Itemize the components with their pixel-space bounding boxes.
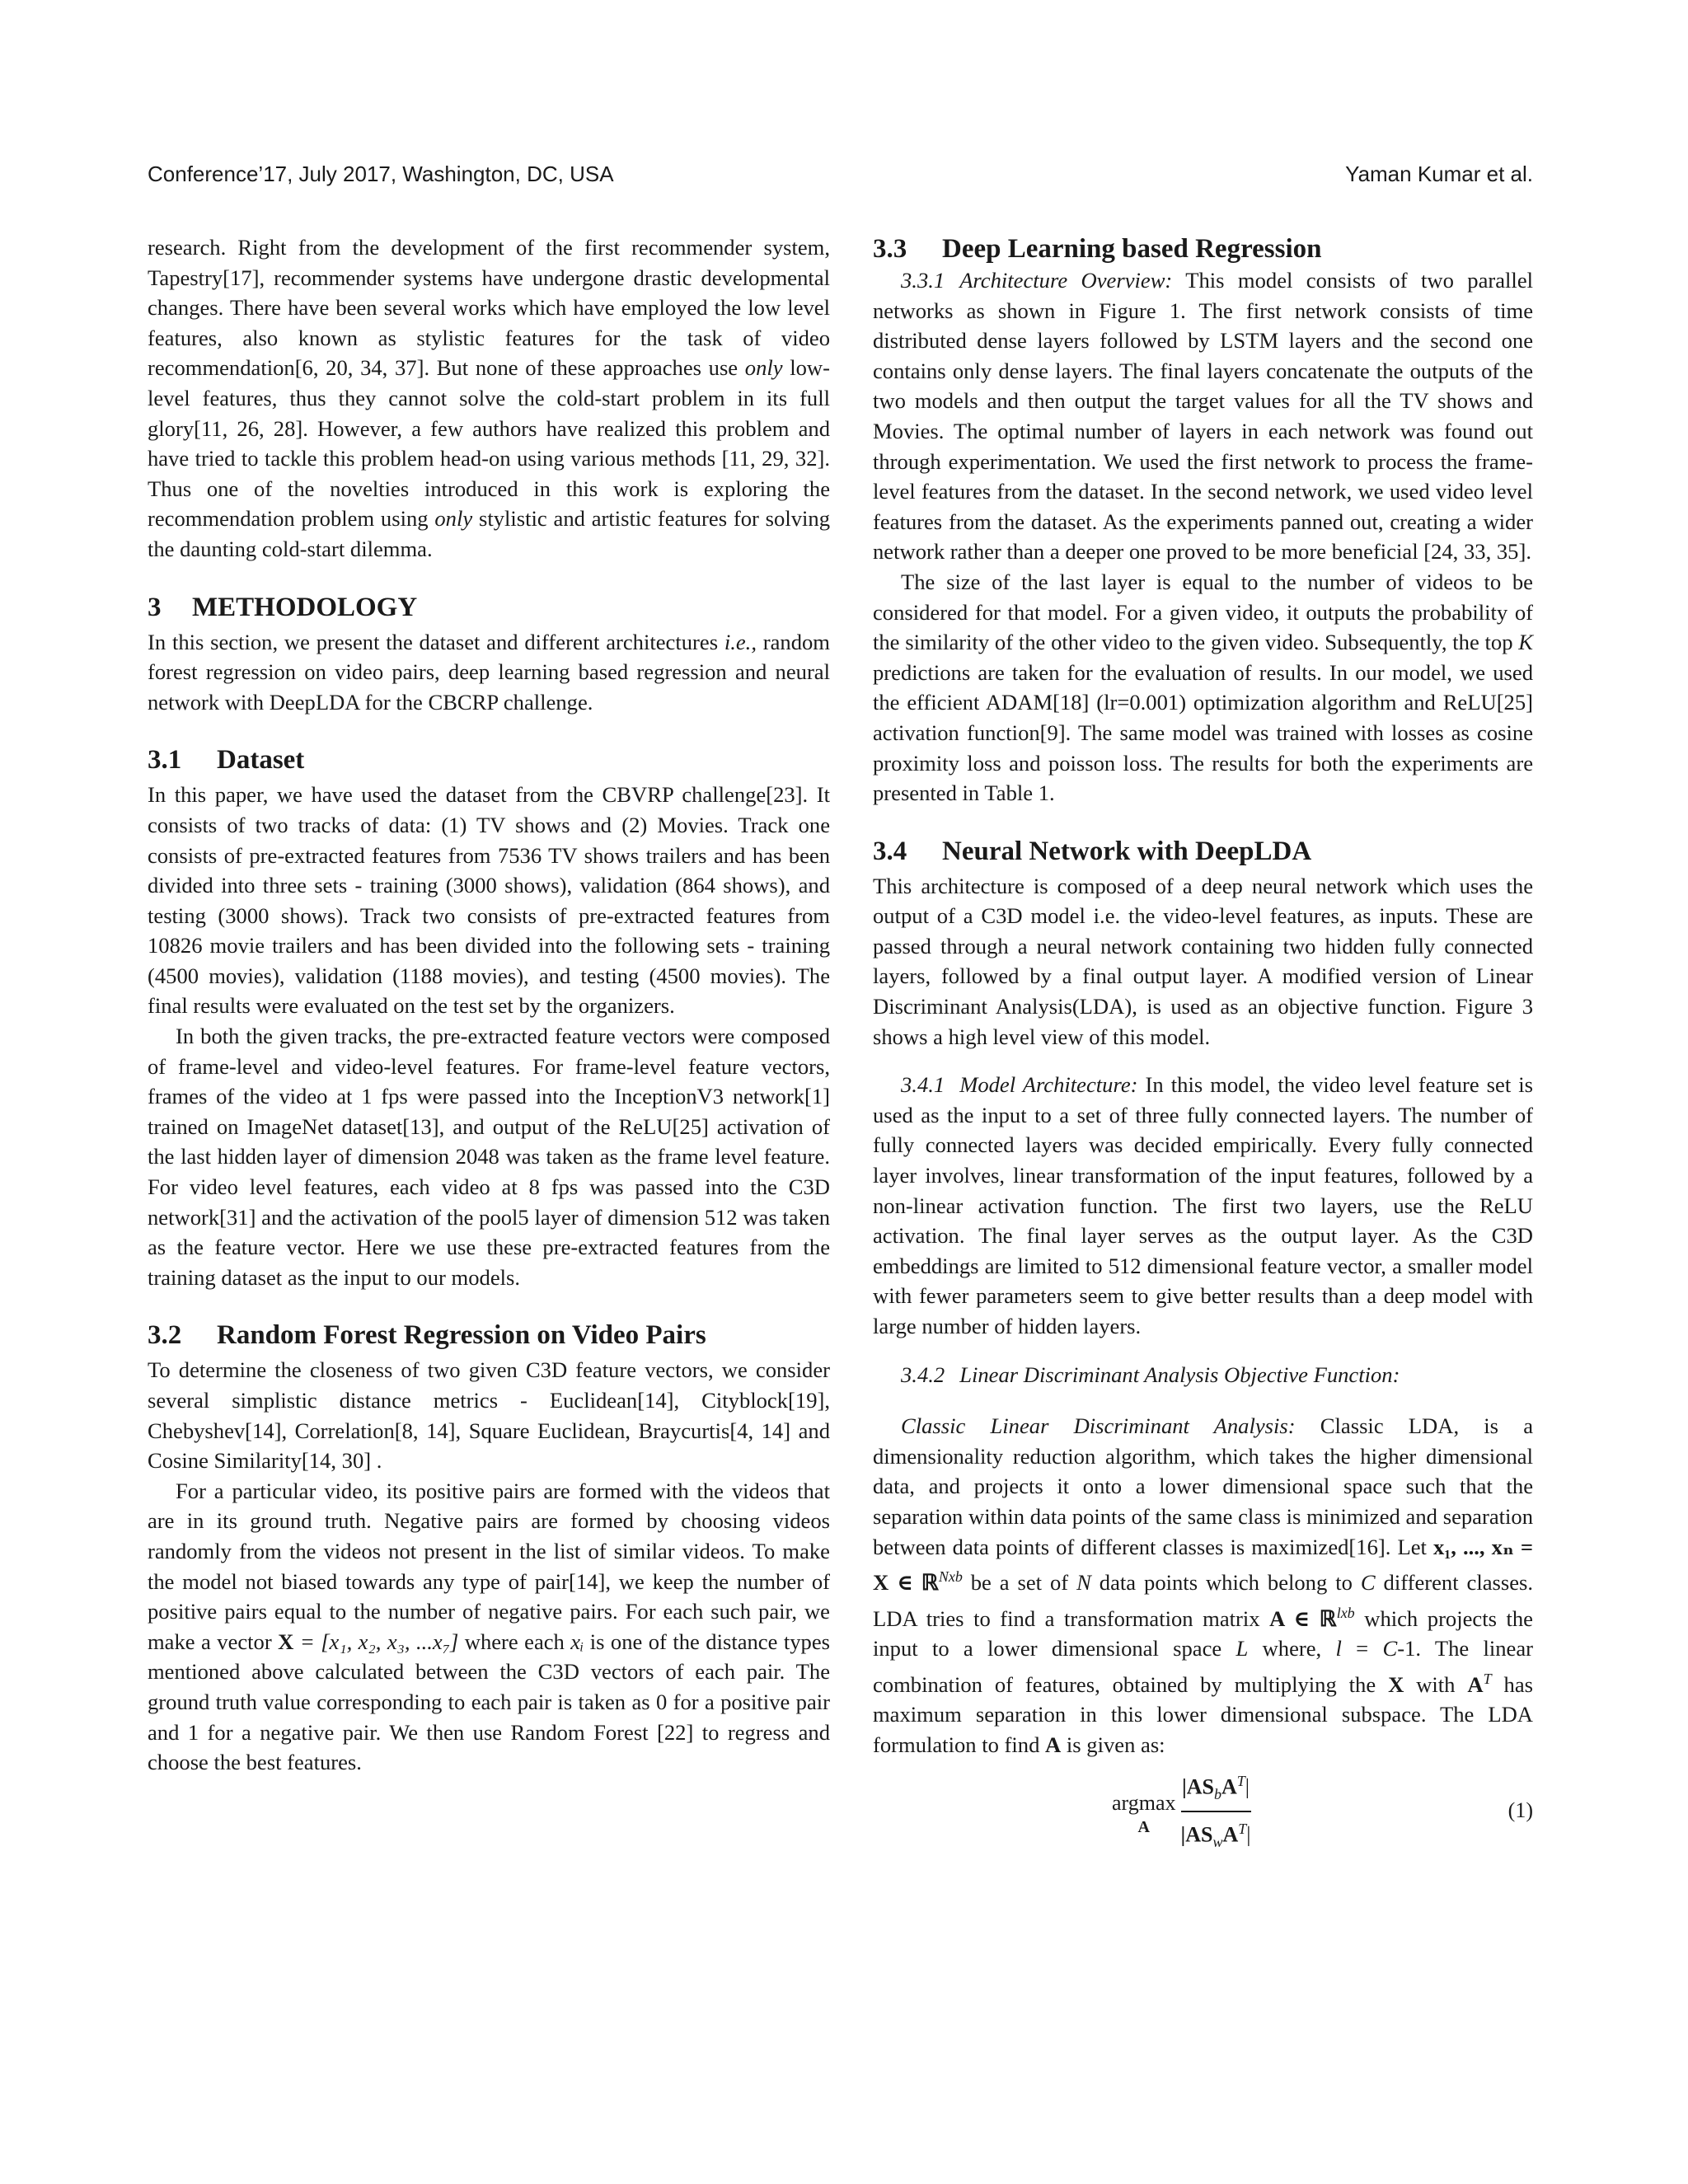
section-3-4-heading: 3.4 Neural Network with DeepLDA (873, 836, 1312, 866)
right-column (873, 232, 1533, 1849)
equation-argmax: argmax A (1112, 1791, 1176, 1836)
architecture-overview-paragraph-2: The size of the last layer is equal to the number of videos to be considered for that model. For a given video, it outputs the probability of the similarity of the other video to the given video. Subsequently, the top K predictions are taken for the evaluation of results. In our model, we used the efficient ADAM[18] (lr=0.001) optimization algorithm and ReLU[25] activation function[9]. The same model was trained with losses as cosine proximity loss and poisson loss. The results for both the experiments are presented in Table 1. (873, 569, 1533, 806)
section-3-3-heading: 3.3 Deep Learning based Regression (873, 234, 1322, 264)
equation-denominator: $|AS_wA^T|$ (1180, 1821, 1251, 1851)
section-3-1-heading: 3.1 Dataset (148, 745, 305, 776)
intro-paragraph: research. Right from the development of the first recommender system, Tapestry[17], recommender systems have undergone drastic developmental changes. There have been several works which have employed the low level features, also known as stylistic features for the task of video recommendation[6, 20, 34, 37]. But none of these approaches use only low-level features, thus they cannot solve the cold-start problem in its full glory[11, 26, 28]. However, a few authors have realized this problem and have tried to tackle this problem head-on using various methods [11, 29, 32]. Thus one of the novelties introduced in this work is exploring the recommendation problem using only stylistic and artistic features for solving the daunting cold-start dilemma. (148, 235, 830, 561)
lda-equation (873, 1774, 1533, 1849)
classic-lda-paragraph: Classic Linear Discriminant Analysis: Classic LDA, is a dimensionality reduction algorithm, which takes the higher dimensional data, and projects it onto a lower dimensional space such that the separation within data points of the same class is minimized and separation between data points of different classes is maximized[16]. Let x₁, ..., xₙ = X ∈ ℝ$^{Nxb}$ be a set of N data points which belong to C different classes. LDA tries to find a transformation matrix A ∈ ℝ$^{lxb}$ which projects the input to a lower dimensional space L where, l = C-1. The linear combination of features, obtained by multiplying the X with $A^T$ has maximum separation in this lower dimensional subspace. The LDA formulation to find A is given as: (873, 1413, 1534, 1757)
section-3-intro: In this section, we present the dataset and different architectures i.e., random forest regression on video pairs, deep learning based regression and neural network with DeepLDA for the CBCRP challenge. (148, 629, 830, 715)
random-forest-paragraph-2: For a particular video, its positive pairs are formed with the videos that are in its ground truth. Negative pairs are formed by choosing videos randomly from the videos not present in the list of similar videos. To make the model not biased towards any type of pair[14], we keep the number of positive pairs equal to the number of negative pairs. For each such pair, we make a vector X = [x₁, x₂, x₃, ...x₇] where each xᵢ is one of the distance types mentioned above calculated between the C3D vectors of each pair. The ground truth value corresponding to each pair is taken as 0 for a positive pair and 1 for a negative pair. We then use Random Forest [22] to regress and choose the best features. (148, 1478, 830, 1775)
left-column (148, 232, 830, 1778)
dataset-paragraph-2: In both the given tracks, the pre-extracted feature vectors were composed of frame-level and video-level features. For frame-level feature vectors, frames of the video at 1 fps were passed into the InceptionV3 network[1] trained on ImageNet dataset[13], and output of the ReLU[25] activation of the last hidden layer of dimension 2048 was taken as the frame level feature. For video level features, each video at 8 fps was passed into the C3D network[31] and the activation of the pool5 layer of dimension 512 was taken as the feature vector. Here we use these pre-extracted features from the training dataset as the input to our models. (148, 1024, 830, 1290)
equation-numerator: $|AS_bA^T|$ (1182, 1772, 1250, 1802)
model-architecture-paragraph: 3.4.1 Model Architecture: In this model, the video level feature set is used as the input to a set of three fully connected layers. The number of fully connected layers was decided empirically. Every fully connected layer involves, linear transformation of the input features, followed by a non-linear activation function. The first two layers, use the ReLU activation. The final layer serves as the output layer. As the C3D embeddings are limited to 512 dimensional feature vector, a smaller model with fewer parameters seem to give better results than a deep model with large number of hidden layers. (873, 1072, 1534, 1338)
header-conference: Conference’17, July 2017, Washington, DC, USA (148, 162, 614, 186)
section-3-2-heading: 3.2 Random Forest Regression on Video Pairs (148, 1320, 706, 1351)
random-forest-paragraph-1: To determine the closeness of two given C3D feature vectors, we consider several simplistic distance metrics - Euclidean[14], Cityblock[19], Chebyshev[14], Correlation[8, 14], Square Euclidean, Braycurtis[4, 14] and Cosine Similarity[14, 30] . (148, 1357, 830, 1474)
lda-objective-heading: 3.4.2 Linear Discriminant Analysis Objective Function: (901, 1361, 1400, 1387)
header-authors: Yaman Kumar et al. (1345, 162, 1533, 186)
equation-number: (1) (1507, 1798, 1533, 1823)
deeplda-paragraph: This architecture is composed of a deep neural network which uses the output of a C3D model i.e. the video-level features, as inputs. These are passed through a neural network containing two hidden fully connected layers, followed by a final output layer. A modified version of Linear Discriminant Analysis(LDA), is used as an objective function. Figure 3 shows a high level view of this model. (873, 873, 1533, 1049)
running-header (148, 162, 1533, 191)
fraction-bar (1181, 1811, 1251, 1812)
dataset-paragraph-1: In this paper, we have used the dataset from the CBVRP challenge[23]. It consists of two tracks of data: (1) TV shows and (2) Movies. Track one consists of pre-extracted features from 7536 TV shows trailers and has been divided into three sets - training (3000 shows), validation (864 shows), and testing (3000 shows). Track two consists of pre-extracted features from 10826 movie trailers and has been divided into the following sets - training (4500 movies), validation (1188 movies), and testing (4500 movies). The final results were evaluated on the test set by the organizers. (148, 782, 830, 1019)
equation-fraction (1181, 1766, 1251, 1858)
architecture-overview-paragraph-1: 3.3.1 Architecture Overview: This model consists of two parallel networks as shown in Figure 1. The first network consists of time distributed dense layers followed by LSTM layers and the second one contains only dense layers. The final layers concatenate the outputs of the two models and then output the target values for all the TV shows and Movies. The optimal number of layers in each network was found out through experimentation. We used the first network to process the frame-level features from the dataset. In the second network, we used video level features from the dataset. As the experiments panned out, creating a wider network rather than a deeper one proved to be more beneficial [24, 33, 35]. (873, 268, 1534, 565)
section-3-heading: 3 METHODOLOGY (148, 592, 418, 622)
